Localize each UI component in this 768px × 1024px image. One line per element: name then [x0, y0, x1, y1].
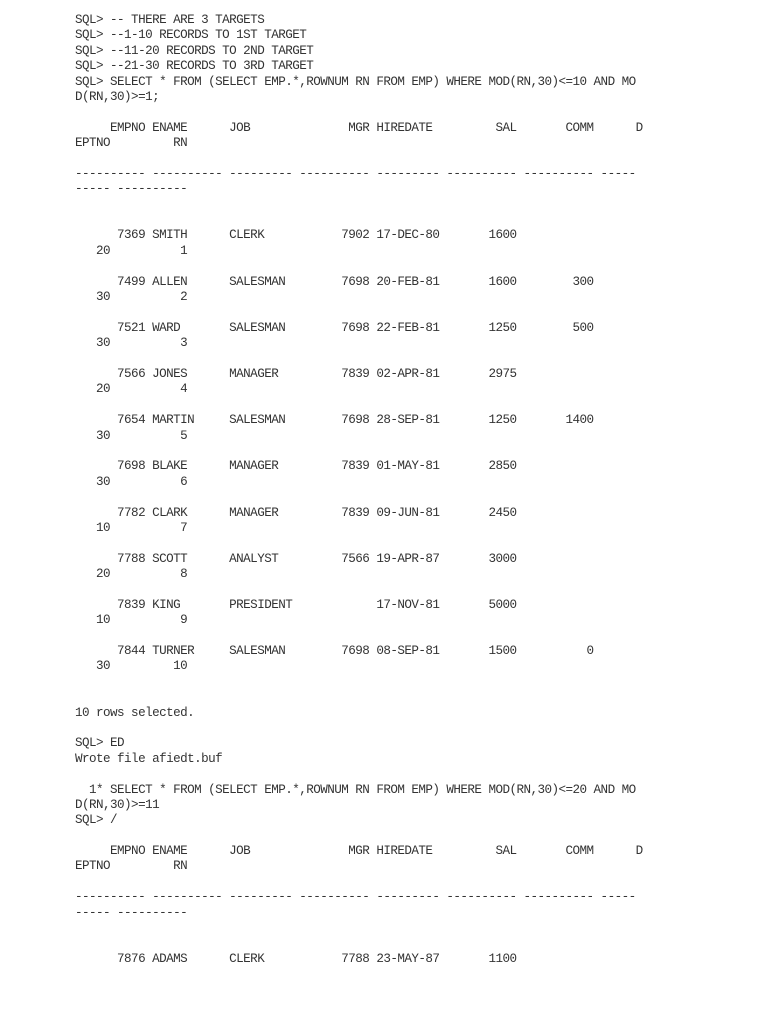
console-line: ----- ----------	[75, 905, 188, 920]
console-line: 7876 ADAMS CLERK 7788 23-MAY-87 1100	[75, 951, 517, 966]
console-line: 7654 MARTIN SALESMAN 7698 28-SEP-81 1250 1400	[75, 413, 594, 428]
console-line: 20 8	[75, 567, 188, 582]
console-line: Wrote file afiedt.buf	[75, 751, 223, 766]
sql-console-transcript	[75, 13, 755, 967]
console-line: SQL> ED	[75, 736, 125, 751]
console-line: 30 5	[75, 428, 188, 443]
blank-line	[75, 490, 755, 505]
blank-line	[75, 352, 755, 367]
console-line: ----- ----------	[75, 182, 188, 197]
console-line: 7788 SCOTT ANALYST 7566 19-APR-87 3000	[75, 551, 517, 566]
console-line: EMPNO ENAME JOB MGR HIREDATE SAL COMM D	[75, 844, 643, 859]
blank-line	[75, 105, 755, 120]
console-line: 10 9	[75, 613, 188, 628]
console-line: SQL> --1-10 RECORDS TO 1ST TARGET	[75, 28, 307, 43]
console-line: 7566 JONES MANAGER 7839 02-APR-81 2975	[75, 366, 517, 381]
blank-line	[75, 536, 755, 551]
console-line: 10 7	[75, 520, 188, 535]
console-line: D(RN,30)>=1;	[75, 89, 160, 104]
console-line: D(RN,30)>=11	[75, 797, 160, 812]
console-line: SQL> SELECT * FROM (SELECT EMP.*,ROWNUM RN FROM EMP) WHERE MOD(RN,30)<=10 AND MO	[75, 74, 636, 89]
console-line: 7521 WARD SALESMAN 7698 22-FEB-81 1250 500	[75, 320, 594, 335]
console-line: 20 4	[75, 382, 188, 397]
blank-line	[75, 444, 755, 459]
blank-line	[75, 721, 755, 736]
console-line: 30 6	[75, 474, 188, 489]
console-line: 1* SELECT * FROM (SELECT EMP.*,ROWNUM RN FROM EMP) WHERE MOD(RN,30)<=20 AND MO	[75, 782, 636, 797]
blank-line	[75, 213, 755, 228]
blank-line	[75, 829, 755, 844]
blank-line	[75, 398, 755, 413]
console-line: 30 10	[75, 659, 188, 674]
console-line: EPTNO RN	[75, 859, 188, 874]
console-line: 30 2	[75, 290, 188, 305]
console-line: SQL> /	[75, 813, 118, 828]
console-line: EPTNO RN	[75, 136, 188, 151]
console-line: 7782 CLARK MANAGER 7839 09-JUN-81 2450	[75, 505, 517, 520]
console-line: 7698 BLAKE MANAGER 7839 01-MAY-81 2850	[75, 459, 517, 474]
console-line: 10 rows selected.	[75, 705, 195, 720]
console-line: SQL> -- THERE ARE 3 TARGETS	[75, 13, 265, 27]
blank-line	[75, 921, 755, 936]
blank-line	[75, 767, 755, 782]
console-line: 20 1	[75, 243, 188, 258]
console-line: ---------- ---------- --------- ---------- --------- ---------- ---------- -----	[75, 166, 636, 181]
blank-line	[75, 629, 755, 644]
blank-line	[75, 305, 755, 320]
console-line: 7839 KING PRESIDENT 17-NOV-81 5000	[75, 597, 517, 612]
blank-line	[75, 675, 755, 690]
blank-line	[75, 690, 755, 705]
console-line: 7499 ALLEN SALESMAN 7698 20-FEB-81 1600 300	[75, 274, 594, 289]
blank-line	[75, 259, 755, 274]
console-line: 7844 TURNER SALESMAN 7698 08-SEP-81 1500 0	[75, 644, 594, 659]
console-line: 30 3	[75, 336, 188, 351]
console-line: 7369 SMITH CLERK 7902 17-DEC-80 1600	[75, 228, 517, 243]
blank-line	[75, 875, 755, 890]
console-line: SQL> --21-30 RECORDS TO 3RD TARGET	[75, 59, 314, 74]
blank-line	[75, 582, 755, 597]
blank-line	[75, 936, 755, 951]
console-line: ---------- ---------- --------- ---------- --------- ---------- ---------- -----	[75, 890, 636, 905]
blank-line	[75, 198, 755, 213]
console-line: EMPNO ENAME JOB MGR HIREDATE SAL COMM D	[75, 120, 643, 135]
blank-line	[75, 152, 755, 167]
console-line: SQL> --11-20 RECORDS TO 2ND TARGET	[75, 43, 314, 58]
